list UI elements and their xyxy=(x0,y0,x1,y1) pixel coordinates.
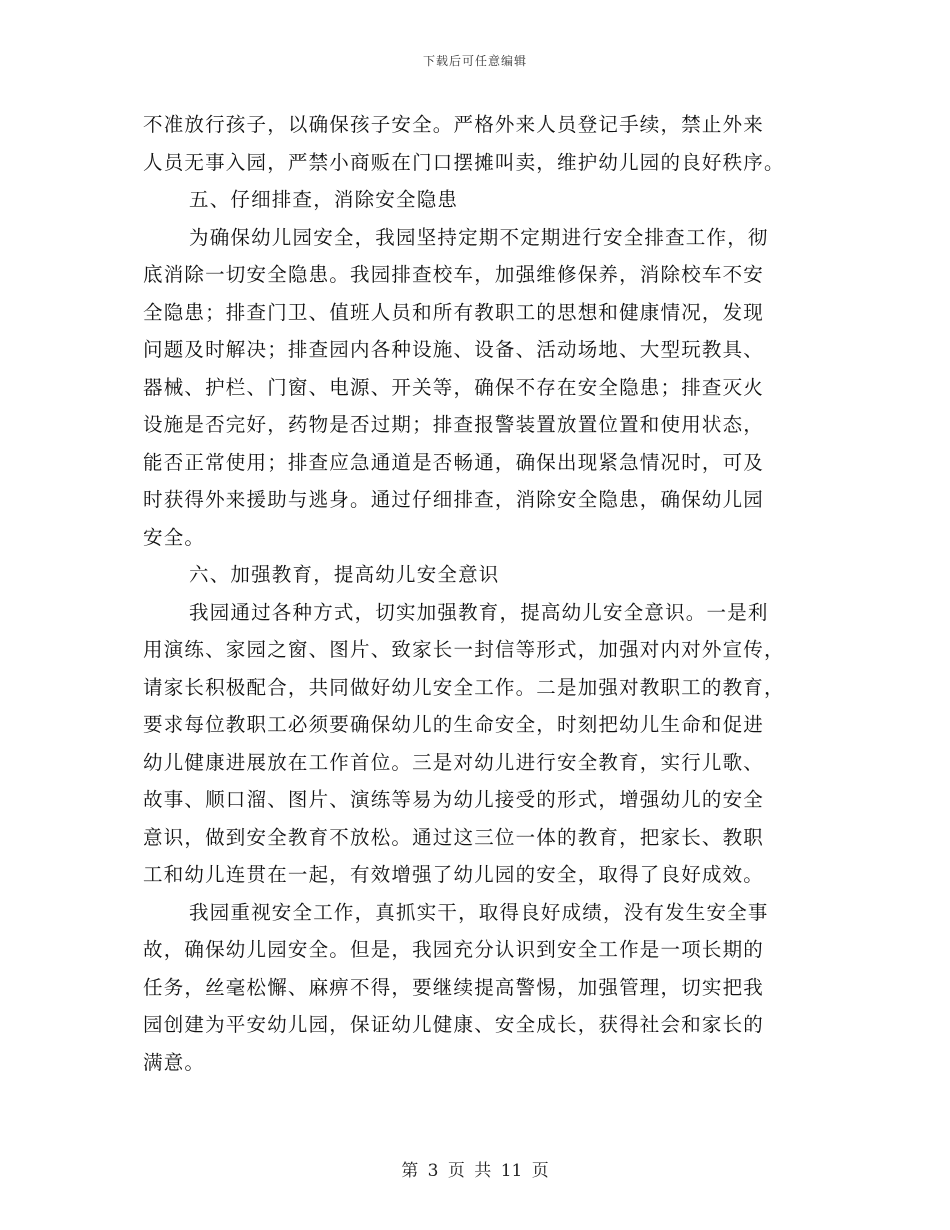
text-line: 故事、顺口溜、图片、演练等易为幼儿接受的形式，增强幼儿的安全 xyxy=(143,788,765,811)
text-line: 用演练、家园之窗、图片、致家长一封信等形式，加强对内对外宣传， xyxy=(143,638,785,661)
text-line: 设施是否完好，药物是否过期；排查报警装置放置位置和使用状态， xyxy=(143,413,765,436)
text-line: 满意。 xyxy=(143,1050,206,1074)
section-heading: 五、仔细排查，消除安全隐患 xyxy=(189,188,459,211)
text-line: 故，确保幼儿园安全。但是，我园充分认识到安全工作是一项长期的 xyxy=(143,938,765,961)
text-line: 任务，丝毫松懈、麻痹不得，要继续提高警惕，加强管理，切实把我 xyxy=(143,975,765,999)
text-line: 安全。 xyxy=(143,525,206,549)
text-line: 时获得外来援助与逃身。通过仔细排查，消除安全隐患，确保幼儿园 xyxy=(143,488,765,511)
text-line: 底消除一切安全隐患。我园排查校车，加强维修保养，消除校车不安 xyxy=(143,263,765,286)
text-line: 能否正常使用；排查应急通道是否畅通，确保出现紧急情况时，可及 xyxy=(143,450,765,474)
text-line: 园创建为平安幼儿园，保证幼儿健康、安全成长，获得社会和家长的 xyxy=(143,1013,765,1036)
page-footer: 第 3 页 共 11 页 xyxy=(401,1161,549,1181)
text-line: 我园重视安全工作，真抓实干，取得良好成绩，没有发生安全事 xyxy=(189,900,769,924)
section-heading: 六、加强教育，提高幼儿安全意识 xyxy=(189,563,500,586)
document-body xyxy=(143,106,808,1081)
text-line: 器械、护栏、门窗、电源、开关等，确保不存在安全隐患；排查灭火 xyxy=(143,375,765,399)
text-line: 人员无事入园，严禁小商贩在门口摆摊叫卖，维护幼儿园的良好秩序。 xyxy=(143,150,785,174)
page-header: 下载后可任意编辑 xyxy=(422,54,527,68)
text-line: 为确保幼儿园安全，我园坚持定期不定期进行安全排查工作，彻 xyxy=(189,225,769,249)
text-line: 要求每位教职工必须要确保幼儿的生命安全，时刻把幼儿生命和促进 xyxy=(143,713,765,736)
text-line: 不准放行孩子，以确保孩子安全。严格外来人员登记手续，禁止外来 xyxy=(143,113,765,136)
text-line: 意识，做到安全教育不放松。通过这三位一体的教育，把家长、教职 xyxy=(143,825,765,849)
text-line: 问题及时解决；排查园内各种设施、设备、活动场地、大型玩教具、 xyxy=(143,338,765,361)
text-line: 我园通过各种方式，切实加强教育，提高幼儿安全意识。一是利 xyxy=(189,600,769,624)
text-line: 全隐患；排查门卫、值班人员和所有教职工的思想和健康情况，发现 xyxy=(143,300,765,324)
text-line: 幼儿健康进展放在工作首位。三是对幼儿进行安全教育，实行儿歌、 xyxy=(143,750,765,774)
text-line: 工和幼儿连贯在一起，有效增强了幼儿园的安全，取得了良好成效。 xyxy=(143,863,765,886)
text-line: 请家长积极配合，共同做好幼儿安全工作。二是加强对教职工的教育， xyxy=(143,675,785,699)
